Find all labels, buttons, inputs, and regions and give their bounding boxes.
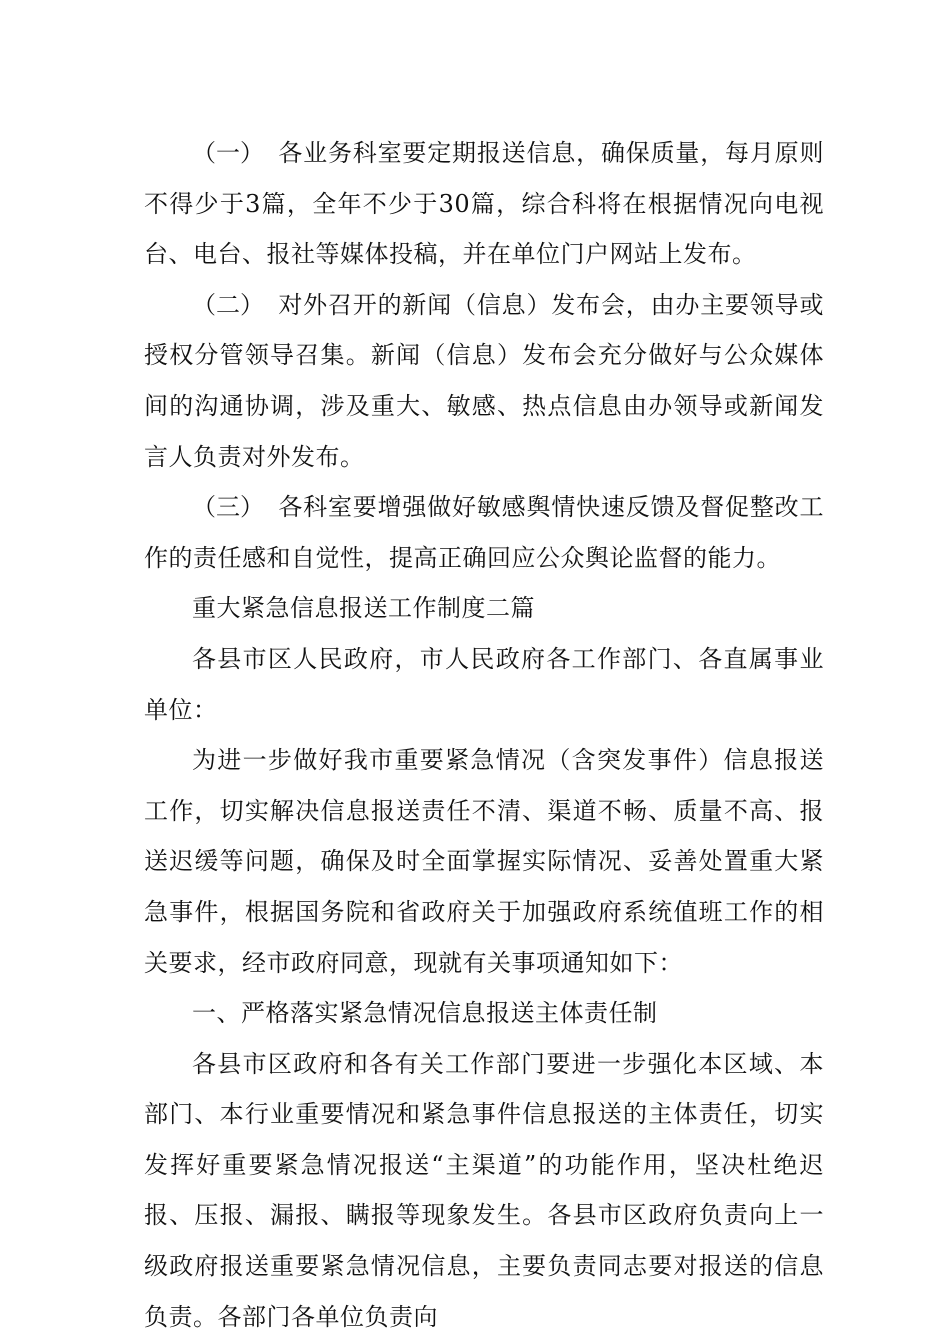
paragraph-3: [144, 482, 824, 583]
heading-one: 一、严格落实紧急情况信息报送主体责任制: [192, 999, 658, 1028]
salutation: 各县市区人民政府，市人民政府各工作部门、各直属事业单位：: [144, 644, 824, 724]
paragraph-intro: 为进一步做好我市重要紧急情况（含突发事件）信息报送工作，切实解决信息报送责任不清、渠道不畅、质量不高、报送迟缓等问题，确保及时全面掌握实际情况、妥善处置重大紧急事件，根据国务院和省政府关于加强政府系统值班工作的相关要求，经市政府同意，现就有关事项通知如下：: [144, 746, 824, 977]
section-title: 重大紧急信息报送工作制度二篇: [192, 594, 535, 623]
paragraph-1: [144, 128, 824, 280]
paragraph-1-number: （一）: [192, 139, 264, 167]
paragraph-1-text: 各业务科室要定期报送信息，确保质量，每月原则不得少于3篇，全年不少于30篇，综合科将在根据情况向电视台、电台、报社等媒体投稿，并在单位门户网站上发布。: [144, 139, 824, 269]
paragraph-responsibility: 各县市区政府和各有关工作部门要进一步强化本区域、本部门、本行业重要情况和紧急事件信息报送的主体责任，切实发挥好重要紧急情况报送“主渠道”的功能作用，坚决杜绝迟报、压报、漏报、瞒报等现象发生。各县市区政府负责向上一级政府报送重要紧急情况信息，主要负责同志要对报送的信息负责。各部门各单位负责向: [144, 1049, 824, 1331]
paragraph-2: [144, 280, 824, 482]
paragraph-3-number: （三）: [192, 493, 264, 522]
paragraph-2-number: （二）: [192, 290, 264, 319]
paragraph-2-text: 对外召开的新闻（信息）发布会，由办主要领导或授权分管领导召集。新闻（信息）发布会充分做好与公众媒体间的沟通协调，涉及重大、敏感、热点信息由办领导或新闻发言人负责对外发布。: [144, 290, 824, 471]
document-body: [144, 128, 824, 1342]
paragraph-3-text: 各科室要增强做好敏感舆情快速反馈及督促整改工作的责任感和自觉性，提高正确回应公众舆论监督的能力。: [144, 493, 824, 572]
